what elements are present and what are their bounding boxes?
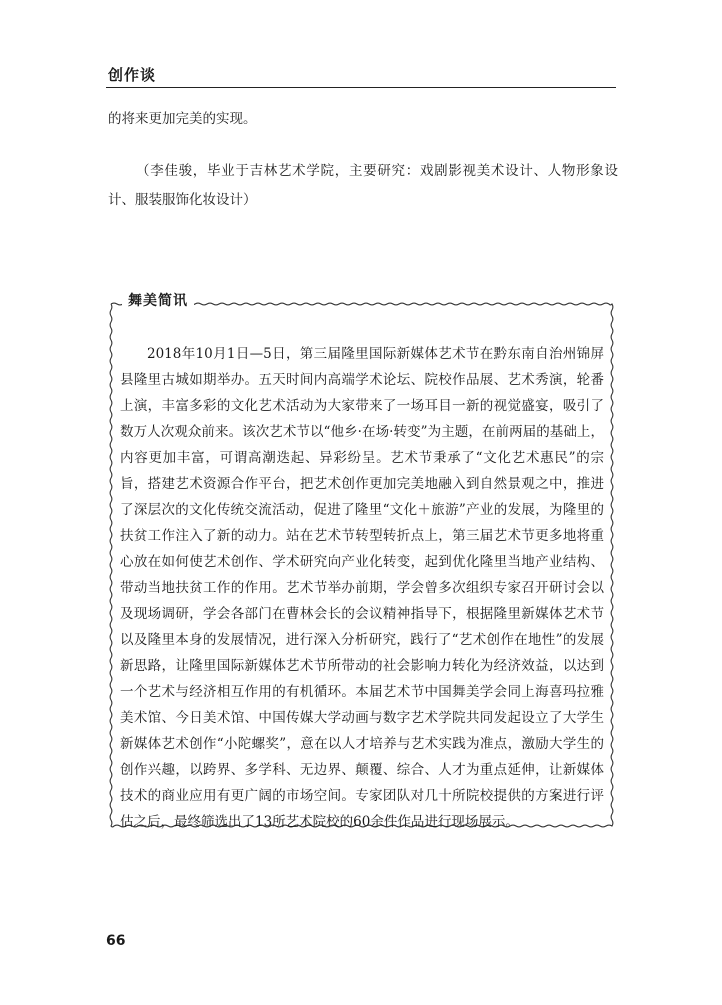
news-box-body: 2018年10月1日—5日，第三届隆里国际新媒体艺术节在黔东南自治州锦屏县隆里古城如期举办。五天时间内高端学术论坛、院校作品展、艺术秀演，轮番上演，丰富多彩的文化艺术活动为大家带来了一场耳目一新的视觉盛宴，吸引了数万人次观众前来。该次艺术节以“他乡·在场·转变”为主题，在前两届的基础上，内容更加丰富，可谓高潮迭起、异彩纷呈。艺术节秉承了“文化艺术惠民”的宗旨，搭建艺术资源合作平台，把艺术创作更加完美地融入到自然景观之中，推进了深层次的文化传统交流活动，促进了隆里“文化＋旅游”产业的发展，为隆里的扶贫工作注入了新的动力。站在艺术节转型转折点上，第三届艺术节更多地将重心放在如何使艺术创作、学术研究向产业化转变，起到优化隆里当地产业结构、带动当地扶贫工作的作用。艺术节举办前期，学会曾多次组织专家召开研讨会以及现场调研，学会各部门在曹林会长的会议精神指导下，根据隆里新媒体艺术节以及隆里本身的发展情况，进行深入分析研究，践行了“艺术创作在地性”的发展新思路，让隆里国际新媒体艺术节所带动的社会影响力转化为经济效益，以达到一个艺术与经济相互作用的有机循环。本届艺术节中国舞美学会同上海喜玛拉雅美术馆、今日美术馆、中国传媒大学动画与数字艺术学院共同发起设立了大学生新媒体艺术创作“小陀螺奖”，意在以人才培养与艺术实践为准点，激励大学生的创作兴趣，以跨界、多学科、无边界、颠覆、综合、人才为重点延伸，让新媒体技术的商业应用有更广阔的市场空间。专家团队对几十所院校提供的方案进行评估之后，最终筛选出了13所艺术院校的60余件作品进行现场展示。 [120, 346, 604, 830]
header-divider [106, 87, 616, 88]
news-sidebar-box [108, 293, 615, 830]
section-title: 创作谈 [108, 66, 157, 84]
page-number: 66 [106, 933, 126, 949]
article-closing-line: 的将来更加完美的实现。 [108, 111, 257, 127]
author-bio: （李佳骏，毕业于吉林艺术学院，主要研究：戏剧影视美术设计、人物形象设计、服装服饰化妆设计） [108, 163, 618, 208]
news-box-title: 舞美简讯 [122, 291, 194, 311]
